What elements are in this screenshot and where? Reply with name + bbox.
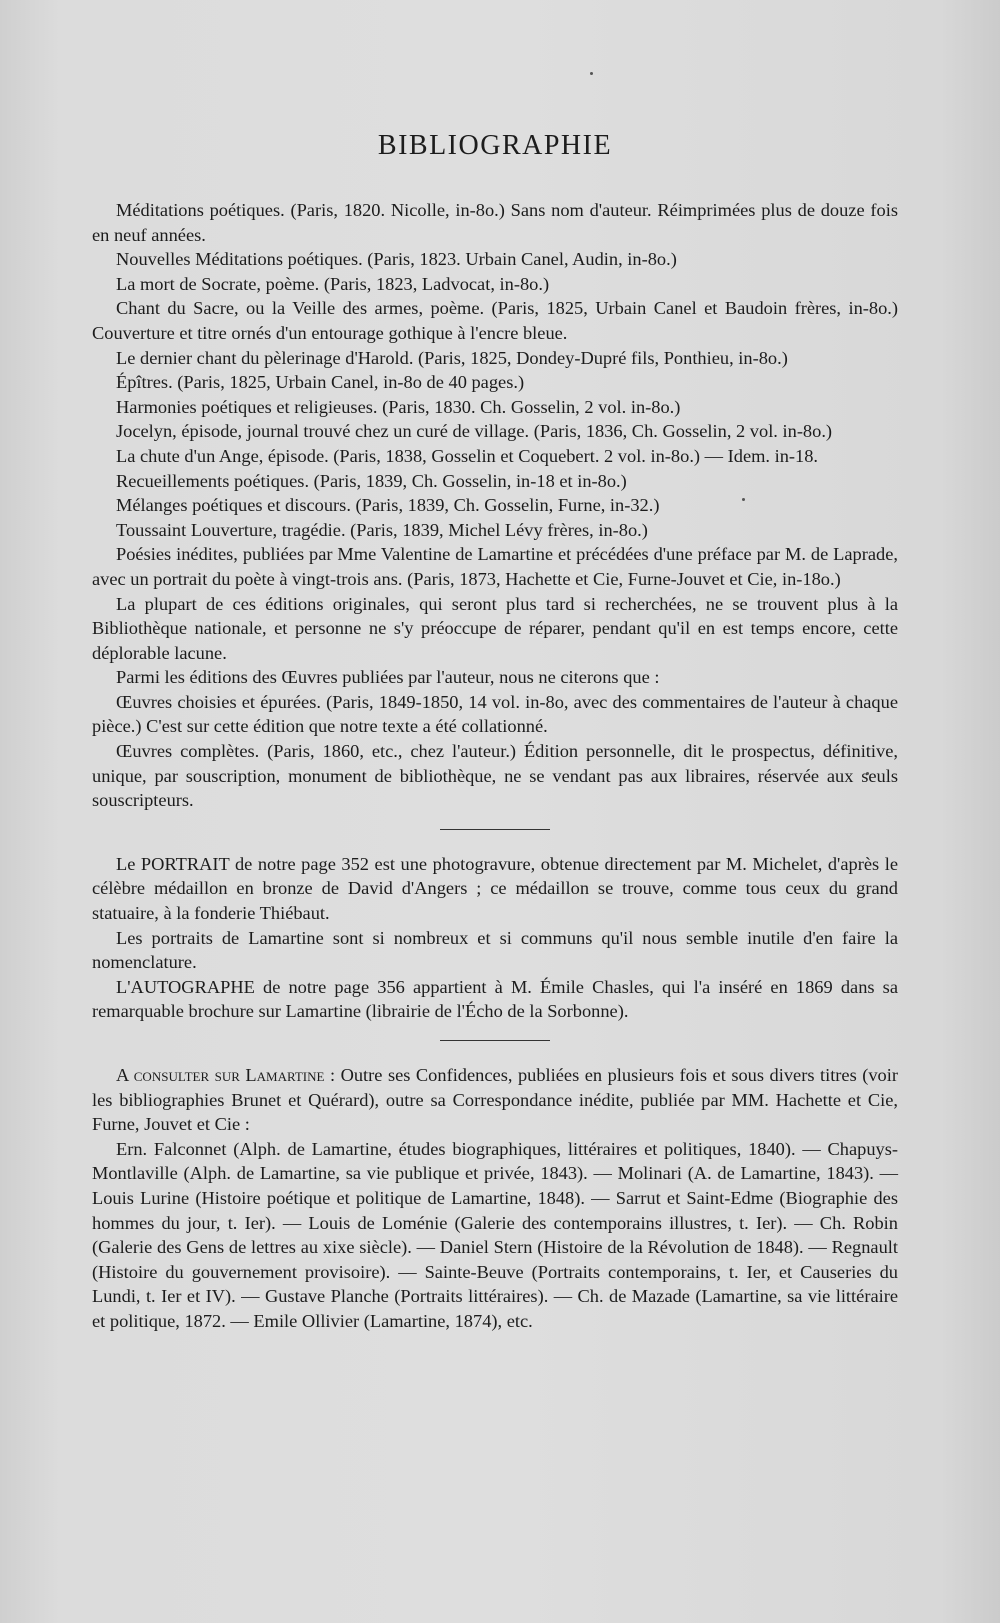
portrait-note: Le PORTRAIT de notre page 352 est une photogravure, obtenue directement par M. Michelet, d'après le célèbre médaillon en bronze de David d'Angers ; ce médaillon se trouve, comme tous ceux du grand statuaire, à la fonderie Thiébaut. [92,853,898,924]
illustration-notes [92,852,898,1024]
bibliography-entry: Nouvelles Méditations poétiques. (Paris, 1823. Urbain Canel, Audin, in-8o.) [116,249,677,270]
bibliography-entry: La chute d'un Ange, épisode. (Paris, 1838, Gosselin et Coquebert. 2 vol. in-8o.) — Idem. in-18. [116,445,819,466]
bibliography-entry: Toussaint Louverture, tragédie. (Paris, 1839, Michel Lévy frères, in-8o.) [116,519,648,540]
bibliography-paragraph: La plupart de ces éditions originales, qui seront plus tard si recherchées, ne se trouvent plus à la Bibliothèque nationale, et personne ne s'y préoccupe de réparer, pendant qu'il en est temps encore, cette déplorable lacune. [92,593,898,663]
page-content [92,130,898,1334]
bibliography-entry: Méditations poétiques. (Paris, 1820. Nicolle, in-8o.) Sans nom d'auteur. Réimprimées plus de douze fois en neuf années. [92,200,898,245]
bibliography-entry: Le dernier chant du pèlerinage d'Harold. (Paris, 1825, Dondey-Dupré fils, Ponthieu, in-8o.) [116,347,788,368]
consult-intro [92,1063,898,1137]
bibliography-entry: Œuvres choisies et épurées. (Paris, 1849-1850, 14 vol. in-8o, avec des commentaires de l'auteur à chaque pièce.) C'est sur cette édition que notre texte a été collationné. [92,691,898,737]
consult-section [92,1063,898,1334]
portraits-note: Les portraits de Lamartine sont si nombreux et si communs qu'il nous semble inutile d'en faire la nomenclature. [92,927,898,973]
bibliography-entry: La mort de Socrate, poème. (Paris, 1823, Ladvocat, in-8o.) [116,273,550,294]
consult-heading: A consulter sur Lamartine : [116,1065,336,1085]
section-divider [440,1040,550,1041]
consult-intro-text: Outre ses Confidences, publiées en plusieurs fois et sous divers titres (voir les bibliographies Brunet et Quérard), outre sa Correspondance inédite, publiée par MM. Hachette et Cie, Furne, Jouvet et Cie : [92,1065,898,1135]
bibliography-entry: Poésies inédites, publiées par Mme Valentine de Lamartine et précédées d'une préface par M. de Laprade, avec un portrait du poète à vingt-trois ans. (Paris, 1873, Hachette et Cie, Furne-Jouvet et Cie, in-18o.) [92,544,898,589]
bibliography-entry: Harmonies poétiques et religieuses. (Paris, 1830. Ch. Gosselin, 2 vol. in-8o.) [116,396,681,417]
autograph-note: L'AUTOGRAPHE de notre page 356 appartient à M. Émile Chasles, qui l'a inséré en 1869 dans sa remarquable brochure sur Lamartine (librairie de l'Écho de la Sorbonne). [92,976,898,1022]
bibliography-entry: Mélanges poétiques et discours. (Paris, 1839, Ch. Gosselin, Furne, in-32.) [116,495,660,516]
bibliography-paragraph: Parmi les éditions des Œuvres publiées par l'auteur, nous ne citerons que : [116,667,660,688]
consult-references: Ern. Falconnet (Alph. de Lamartine, études biographiques, littéraires et politiques, 1840). — Chapuys-Montlaville (Alph. de Lamartine, sa vie publique et privée, 1843). — Molinari (A. de Lamartine, 1843). — Louis Lurine (Histoire poétique et politique de Lamartine, 1848). — Sarrut et Saint-Edme (Biographie des hommes du jour, t. Ier). — Louis de Loménie (Galerie des contemporains illustres, t. Ier). — Ch. Robin (Galerie des Gens de lettres au xixe siècle). — Daniel Stern (Histoire de la Révolution de 1848). — Regnault (Histoire du gouvernement provisoire). — Sainte-Beuve (Portraits contemporains, t. Ier, et Causeries du Lundi, t. Ier et IV). — Gustave Planche (Portraits littéraires). — Ch. de Mazade (Lamartine, sa vie littéraire et politique, 1872. — Emile Ollivier (Lamartine, 1874), etc. [92,1138,898,1331]
bibliography-entry: Recueillements poétiques. (Paris, 1839, Ch. Gosselin, in-18 et in-8o.) [116,470,627,491]
page-title: BIBLIOGRAPHIE [377,130,613,161]
paper-speck [590,72,593,75]
bibliography-list [92,198,898,813]
bibliography-entry: Jocelyn, épisode, journal trouvé chez un curé de village. (Paris, 1836, Ch. Gosselin, 2 vol. in-8o.) [116,421,833,442]
bibliography-entry: Chant du Sacre, ou la Veille des armes, poème. (Paris, 1825, Urbain Canel et Baudoin frères, in-8o.) Couverture et titre ornés d'un entourage gothique à l'encre bleue. [92,298,898,343]
bibliography-entry: Épîtres. (Paris, 1825, Urbain Canel, in-8o de 40 pages.) [116,372,525,393]
bibliography-entry: Œuvres complètes. (Paris, 1860, etc., chez l'auteur.) Édition personnelle, dit le prospectus, définitive, unique, par souscription, monument de bibliothèque, ne se vendant pas aux libraires, réservée aux seuls souscripteurs. [92,741,898,811]
section-divider [440,829,550,830]
